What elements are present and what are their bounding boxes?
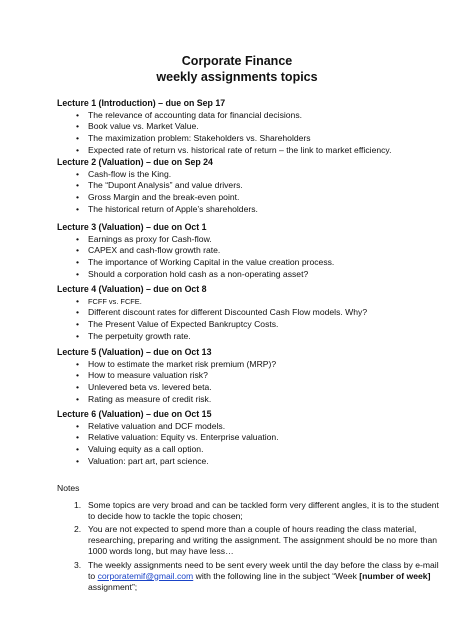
topic-item [57, 121, 437, 133]
lecture-section [57, 157, 437, 215]
bullet-icon: • [76, 180, 80, 191]
topic-text: Unlevered beta vs. levered beta. [88, 381, 212, 392]
topic-text: The relevance of accounting data for financial decisions. [88, 109, 303, 120]
bullet-icon: • [76, 121, 80, 132]
topic-text: Relative valuation: Equity vs. Enterprise valuation. [88, 432, 279, 443]
topic-item [57, 307, 437, 319]
note-line: 1000 words long, but may have less… [88, 546, 234, 557]
note-item [57, 500, 457, 522]
topic-text: The maximization problem: Stakeholders vs. Shareholders [88, 132, 311, 143]
topic-item [57, 319, 437, 331]
topic-item [57, 359, 437, 371]
lecture-section [57, 347, 437, 405]
note-line [88, 571, 457, 582]
topic-item [57, 370, 437, 382]
bullet-icon: • [76, 318, 80, 329]
bullet-icon: • [76, 432, 80, 443]
bullet-icon: • [76, 330, 80, 341]
topic-text: The perpetuity growth rate. [88, 330, 191, 341]
bullet-icon: • [76, 256, 80, 267]
topic-item [57, 204, 437, 216]
topic-item [57, 133, 437, 145]
email-link[interactable]: corporatemif@gmail.com [97, 570, 194, 581]
topic-text: The Present Value of Expected Bankruptcy Costs. [88, 318, 279, 329]
topic-text: How to measure valuation risk? [88, 370, 208, 381]
note-number: 2. [74, 524, 82, 534]
topic-text: Gross Margin and the break-even point. [88, 191, 240, 202]
bullet-icon: • [76, 191, 80, 202]
bullet-icon: • [76, 443, 80, 454]
topic-text: Expected rate of return vs. historical rate of return – the link to market efficiency. [88, 144, 392, 155]
topic-text: The “Dupont Analysis” and value drivers. [88, 180, 243, 191]
topic-text: The importance of Working Capital in the value creation process. [88, 256, 335, 267]
lecture-heading: Lecture 1 (Introduction) – due on Sep 17 [57, 98, 226, 108]
topic-text: Valuation: part art, part science. [88, 455, 209, 466]
lecture-heading: Lecture 3 (Valuation) – due on Oct 1 [57, 222, 207, 232]
topic-item [57, 192, 437, 204]
note-number: 3. [74, 559, 82, 570]
note-text: to [88, 570, 98, 581]
topic-text: Book value vs. Market Value. [88, 121, 199, 132]
bullet-icon: • [76, 168, 80, 179]
note-item [57, 560, 457, 594]
topic-item [57, 169, 437, 181]
bullet-icon: • [76, 245, 80, 256]
topic-text: Rating as measure of credit risk. [88, 393, 212, 404]
topic-item [57, 145, 437, 157]
note-line: You are not expected to spend more than a couple of hours reading the class material, [88, 524, 417, 534]
note-text: with the following line in the subject “Week [193, 570, 360, 581]
lecture-heading: Lecture 6 (Valuation) – due on Oct 15 [57, 409, 212, 419]
topic-text: Different discount rates for different Discounted Cash Flow models. Why? [88, 307, 368, 318]
topic-text: The historical return of Apple’s shareholders. [88, 203, 258, 214]
topic-item [57, 421, 437, 433]
document-subtitle: weekly assignments topics [156, 70, 318, 84]
topic-item [57, 269, 437, 281]
bullet-icon: • [76, 132, 80, 143]
topic-item [57, 110, 437, 122]
note-line: The weekly assignments need to be sent every week until the day before the class by e-mail [88, 559, 439, 570]
lecture-heading: Lecture 4 (Valuation) – due on Oct 8 [57, 284, 207, 294]
topic-item [57, 432, 437, 444]
bullet-icon: • [76, 307, 80, 318]
bullet-icon: • [76, 393, 80, 404]
note-item [57, 524, 457, 558]
subject-placeholder: [number of week] [359, 570, 431, 581]
note-line: researching, preparing and writing the assignment. The assignment should be no more than [88, 535, 438, 546]
topic-text: Earnings as proxy for Cash-flow. [88, 233, 212, 244]
bullet-icon: • [76, 268, 80, 279]
bullet-icon: • [76, 455, 80, 466]
topic-item [57, 257, 437, 269]
lecture-heading: Lecture 2 (Valuation) – due on Sep 24 [57, 157, 213, 167]
bullet-icon: • [76, 381, 80, 392]
notes-section [57, 483, 457, 595]
document-title: Corporate Finance [181, 54, 293, 68]
lecture-heading: Lecture 5 (Valuation) – due on Oct 13 [57, 347, 212, 357]
bullet-icon: • [76, 358, 80, 369]
bullet-icon: • [76, 203, 80, 214]
topic-item [57, 234, 437, 246]
topic-text: Valuing equity as a call option. [88, 443, 204, 454]
topic-text: Relative valuation and DCF models. [88, 420, 226, 431]
note-line: assignment”; [88, 582, 138, 593]
lecture-section [57, 98, 437, 156]
topic-text: Cash-flow is the King. [88, 168, 172, 179]
bullet-icon: • [76, 420, 80, 431]
bullet-icon: • [76, 109, 80, 120]
bullet-icon: • [76, 295, 80, 306]
topic-item [57, 296, 437, 308]
note-line: Some topics are very broad and can be tackled form very different angles, it is to the student [88, 499, 439, 510]
note-line: to decide how to tackle the topic chosen; [88, 510, 243, 521]
topic-text: How to estimate the market risk premium (MRP)? [88, 358, 277, 369]
lecture-section [57, 284, 437, 342]
lecture-section [57, 222, 437, 280]
topic-item [57, 456, 437, 468]
bullet-icon: • [76, 144, 80, 155]
topic-text: FCFF vs. FCFE. [88, 296, 142, 306]
topic-item [57, 180, 437, 192]
topic-item [57, 444, 437, 456]
topic-item [57, 382, 437, 394]
topic-text: CAPEX and cash-flow growth rate. [88, 245, 221, 256]
bullet-icon: • [76, 370, 80, 381]
topic-item [57, 394, 437, 406]
lecture-section [57, 409, 437, 467]
notes-heading: Notes [57, 483, 80, 493]
note-number: 1. [74, 499, 82, 510]
topic-text: Should a corporation hold cash as a non-operating asset? [88, 268, 309, 279]
bullet-icon: • [76, 233, 80, 244]
topic-item [57, 245, 437, 257]
topic-item [57, 331, 437, 343]
